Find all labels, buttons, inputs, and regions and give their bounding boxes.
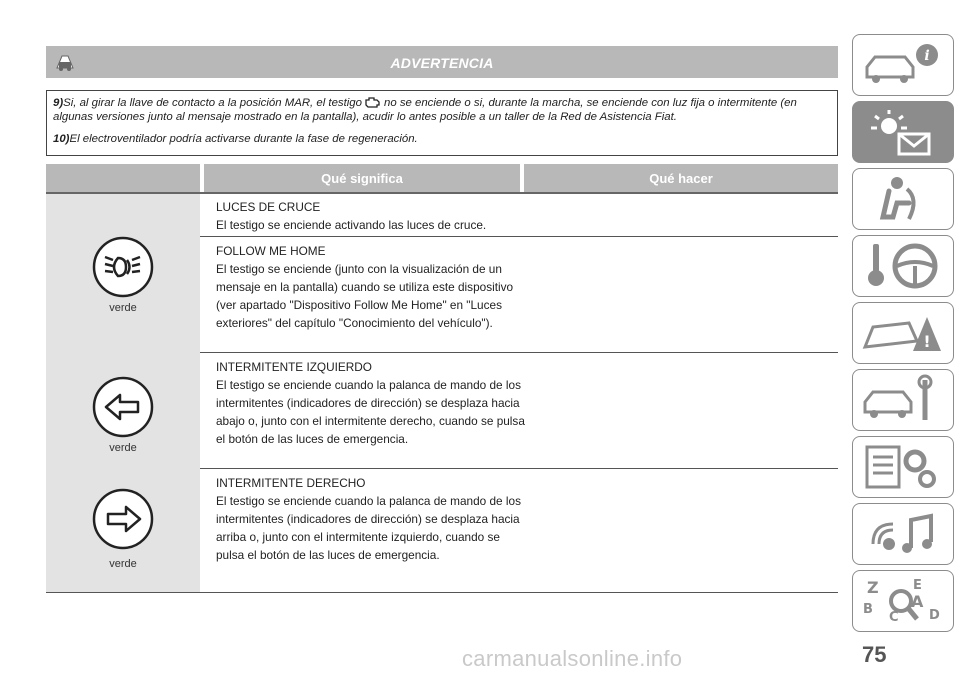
row-divider xyxy=(200,236,838,237)
note-number: 9) xyxy=(53,97,64,109)
svg-text:C: C xyxy=(889,610,899,625)
alphabetical-index-icon xyxy=(853,571,953,631)
svg-text:E: E xyxy=(913,578,922,593)
row-title: INTERMITENTE IZQUIERDO xyxy=(216,360,372,374)
row-description: El testigo se enciende (junto con la visualización de un mensaje en la pantalla) cuando se utiliza este dispositivo (ver apartado "Dispositivo Follow Me Home" en "Luces exteriores" del capítulo "Conocimiento del vehículo"). xyxy=(216,262,514,330)
nav-tab-multimedia[interactable] xyxy=(852,503,954,565)
icon-cell-right-turn xyxy=(46,468,200,592)
nav-tab-technical-data[interactable] xyxy=(852,436,954,498)
row-divider xyxy=(200,468,838,469)
svg-text:Z: Z xyxy=(867,578,879,597)
header-icon-column xyxy=(46,164,200,192)
nav-tab-safety[interactable] xyxy=(852,168,954,230)
icon-color-label: verde xyxy=(109,442,137,454)
table-row xyxy=(216,198,526,234)
nav-tab-emergency[interactable] xyxy=(852,302,954,364)
svg-text:D: D xyxy=(929,608,940,623)
row-divider xyxy=(200,352,838,353)
left-arrow-icon xyxy=(92,376,154,438)
table-bottom-rule xyxy=(46,592,838,593)
header-meaning: Qué significa xyxy=(204,164,520,192)
note-text-after: no se enciende o si, durante la marcha, se enciende con luz fija o intermitente (en algunas versiones junto al mensaje mostrado en la pantalla), acudir lo antes posible a un taller de la Red de Asistencia Fiat. xyxy=(53,97,797,123)
row-description: El testigo se enciende cuando la palanca de mando de los intermitentes (indicadores de dirección) se desplaza hacia arriba o, junto con el intermitente izquierdo, cuando se pulsa el botón de las luces de emergencia. xyxy=(216,494,521,562)
car-accident-icon xyxy=(853,303,953,363)
row-description: El testigo se enciende cuando la palanca de mando de los intermitentes (indicadores de dirección) se desplaza hacia abajo o, junto con el intermitente derecho, cuando se pulsa el botón de las luces de emergencia. xyxy=(216,378,525,446)
warning-title: ADVERTENCIA xyxy=(390,55,494,71)
row-description: El testigo se enciende activando las luces de cruce. xyxy=(216,218,487,232)
seat-safety-icon xyxy=(853,169,953,229)
warning-header xyxy=(46,46,838,78)
note-text: El electroventilador podría activarse durante la fase de regeneración. xyxy=(69,133,418,145)
nav-tab-maintenance[interactable] xyxy=(852,369,954,431)
warning-box xyxy=(46,90,838,156)
table-header xyxy=(46,164,838,192)
icon-color-label: verde xyxy=(109,302,137,314)
low-beam-icon xyxy=(92,236,154,298)
page-number: 75 xyxy=(862,642,887,667)
nav-tab-index[interactable] xyxy=(852,570,954,632)
icon-column xyxy=(46,194,200,592)
note-text-before: Si, al girar la llave de contacto a la posición MAR, el testigo xyxy=(63,97,362,109)
nav-tab-starting-driving[interactable] xyxy=(852,235,954,297)
warning-lights-message-icon xyxy=(853,102,953,162)
icon-color-label: verde xyxy=(109,558,137,570)
table-row xyxy=(216,474,526,564)
car-maintenance-icon xyxy=(853,370,953,430)
right-arrow-icon xyxy=(92,488,154,550)
table-row xyxy=(216,242,526,332)
car-info-icon xyxy=(853,35,953,95)
table-row xyxy=(216,358,526,448)
svg-text:!: ! xyxy=(923,332,931,351)
key-steering-wheel-icon xyxy=(853,236,953,296)
row-title: FOLLOW ME HOME xyxy=(216,244,326,258)
warning-note-9 xyxy=(53,96,829,124)
svg-text:B: B xyxy=(863,602,873,617)
note-number: 10) xyxy=(53,133,70,145)
row-title: INTERMITENTE DERECHO xyxy=(216,476,366,490)
svg-text:A: A xyxy=(911,592,924,611)
engine-check-icon xyxy=(364,96,382,108)
nav-tab-car-info[interactable] xyxy=(852,34,954,96)
icon-cell-low-beam xyxy=(46,194,200,352)
technical-data-icon xyxy=(853,437,953,497)
watermark: carmanualsonline.info xyxy=(462,646,683,671)
multimedia-icon xyxy=(853,504,953,564)
row-title: LUCES DE CRUCE xyxy=(216,200,321,214)
nav-tab-warning-lights[interactable] xyxy=(852,101,954,163)
icon-cell-left-turn xyxy=(46,352,200,468)
header-action: Qué hacer xyxy=(524,164,838,192)
svg-text:i: i xyxy=(924,48,930,64)
warning-note-10 xyxy=(53,132,829,146)
